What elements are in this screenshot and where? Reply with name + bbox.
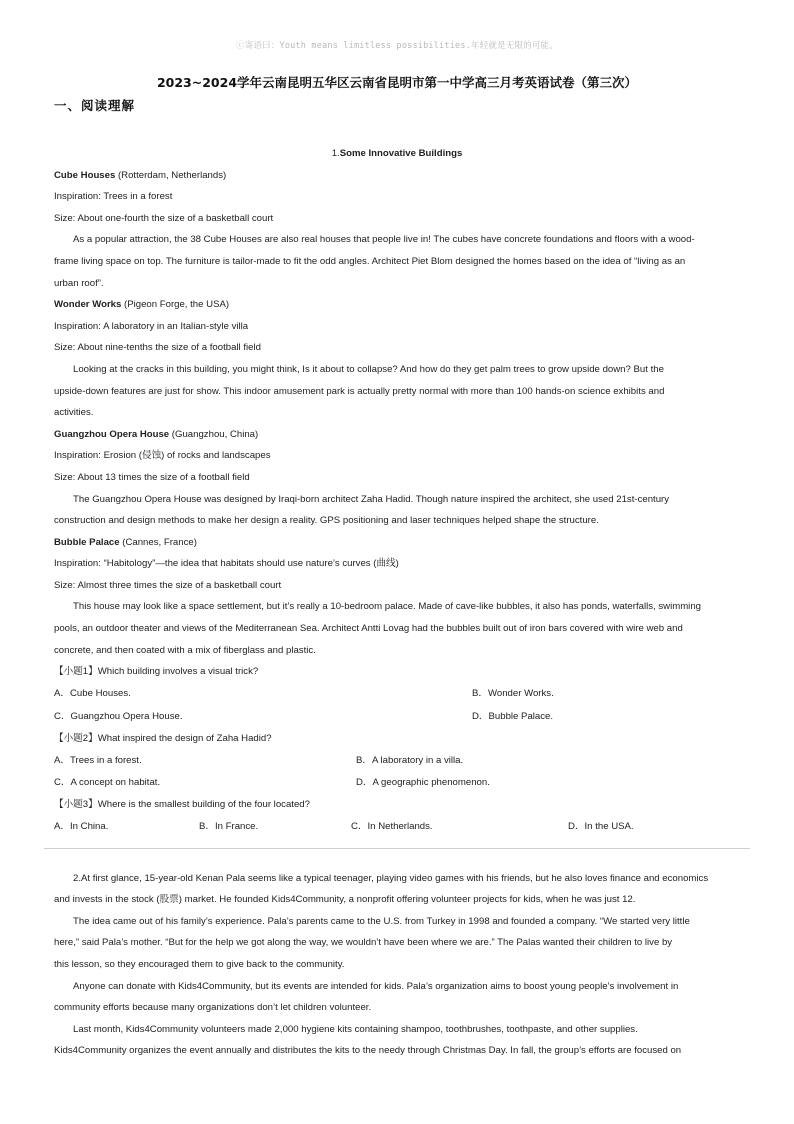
building-size: Size: Almost three times the size of a basketball court [54,579,282,591]
document-body [54,143,740,1062]
paragraph-line: here,” said Pala’s mother. “But for the help we got along the way, we wouldn’t have been where we are.” The Palas wanted their children to live by [54,937,673,949]
question-1-stem: 【小题1】Which building involves a visual trick? [54,666,259,678]
paragraph-line: activities. [54,407,94,419]
paragraph-line: urban roof”. [54,277,104,289]
building-guangzhou-opera-house [54,424,740,446]
building-location: (Cannes, France) [119,536,197,548]
building-name: Bubble Palace [54,536,120,548]
option-d[interactable]: D．A geographic phenomenon. [356,777,490,789]
page-title: 2023~2024学年云南昆明五华区云南省昆明市第一中学高三月考英语试卷（第三次） [156,75,638,90]
watermark: ⓒ寄语曰：Youth means limitless possibilities.年轻就是无限的可能。 [236,41,558,51]
option-b[interactable]: B．A laboratory in a villa. [356,754,464,766]
building-inspiration: Inspiration: Erosion (侵蚀) of rocks and landscapes [54,450,271,462]
option-d[interactable]: D．In the USA. [568,821,634,833]
building-size: Size: About one-fourth the size of a basketball court [54,212,274,224]
question-3-options [54,816,740,839]
passage-title: Some Innovative Buildings [339,148,463,159]
building-name: Wonder Works [54,299,122,311]
option-a[interactable]: A．Cube Houses. [54,688,131,700]
paragraph-line: this lesson, so they encouraged them to give back to the community. [54,958,345,970]
paragraph-line: Looking at the cracks in this building, you might think, Is it about to collapse? And how do they get palm trees to grow upside down? But the [73,363,664,375]
question-3-stem: 【小题3】Where is the smallest building of the four located? [54,799,310,811]
paragraph-line: construction and design methods to make her design a reality. GPS positioning and laser techniques helped shape the structure. [54,515,599,527]
option-a[interactable]: A．Trees in a forest. [54,754,142,766]
option-d[interactable]: D．Bubble Palace. [472,710,554,722]
paragraph-line: upside-down features are just for show. This indoor amusement park is actually pretty normal with more than 100 hands-on science exhibits and [54,385,665,397]
building-inspiration: Inspiration: “Habitology”—the idea that habitats should use nature’s curves (曲线) [54,558,399,570]
passage-number: 1. [331,148,340,159]
paragraph-line: As a popular attraction, the 38 Cube Houses are also real houses that people live in! The cubes have concrete foundations and floors with a wood- [73,234,695,246]
option-c[interactable]: C．Guangzhou Opera House. [54,710,183,722]
paragraph-line: Anyone can donate with Kids4Community, but its events are intended for kids. Pala’s organization aims to boost young people’s involvement in [73,980,679,992]
building-inspiration: Inspiration: Trees in a forest [54,191,173,203]
paragraph-line: concrete, and then coated with a mix of fiberglass and plastic. [54,644,316,656]
building-wonder-works [54,294,740,316]
paragraph-line: The idea came out of his family’s experience. Pala’s parents came to the U.S. from Turkey in 1998 and founded a company. “We started very little [73,915,690,927]
question-1-options-row-2 [54,705,740,728]
building-size: Size: About nine-tenths the size of a football field [54,342,261,354]
paragraph-line: community efforts because many organizations don’t let children volunteer. [54,1002,372,1014]
paragraph-line: pools, an outdoor theater and views of the Mediterranean Sea. Architect Antti Lovag had the bubbles built out of iron bars covered with wire web and [54,623,683,635]
paragraph-line: frame living space on top. The furniture is tailor-made to fit the odd angles. Architect Piet Blom designed the homes based on the idea of “living as an [54,255,686,267]
question-2-options-row-2 [54,772,740,795]
paragraph-line: 2.At first glance, 15-year-old Kenan Pala seems like a typical teenager, playing video games with his friends, but he also loves finance and economics [73,872,709,884]
option-c[interactable]: C．A concept on habitat. [54,777,161,789]
question-2-options-row-1 [54,749,740,772]
passage1-heading [54,143,740,165]
option-c[interactable]: C．In Netherlands. [351,821,433,833]
paragraph-line: The Guangzhou Opera House was designed by Iraqi-born architect Zaha Hadid. Though nature inspired the architect, she used 21st-century [73,493,670,505]
building-name: Cube Houses [54,169,116,181]
option-b[interactable]: B．Wonder Works. [472,688,554,700]
paragraph-line: and invests in the stock (股票) market. He founded Kids4Community, a nonprofit offering volunteer projects for kids, when he was just 12. [54,894,636,906]
paragraph-line: Kids4Community organizes the event annually and distributes the kits to the needy through Christmas Day. In fall, the group’s efforts are focused on [54,1045,682,1057]
building-inspiration: Inspiration: A laboratory in an Italian-style villa [54,320,249,332]
question-2-stem: 【小题2】What inspired the design of Zaha Hadid? [54,732,272,744]
section-divider [44,848,750,849]
building-location: (Rotterdam, Netherlands) [115,169,227,181]
building-size: Size: About 13 times the size of a football field [54,471,250,483]
building-location: (Pigeon Forge, the USA) [121,299,230,311]
building-name: Guangzhou Opera House [54,428,170,440]
option-a[interactable]: A．In China. [54,821,109,833]
building-cube-houses [54,165,740,187]
building-bubble-palace [54,532,740,554]
section-heading: 一、阅读理解 [54,98,136,113]
question-1-options-row-1 [54,683,740,706]
option-b[interactable]: B．In France. [199,821,259,833]
paragraph-line: This house may look like a space settlement, but it’s really a 10-bedroom palace. Made of cave-like bubbles, it also has ponds, waterfalls, swimming [73,601,701,613]
paragraph-line: Last month, Kids4Community volunteers made 2,000 hygiene kits containing shampoo, toothbrushes, toothpaste, and other supplies. [73,1023,638,1035]
building-location: (Guangzhou, China) [169,428,259,440]
